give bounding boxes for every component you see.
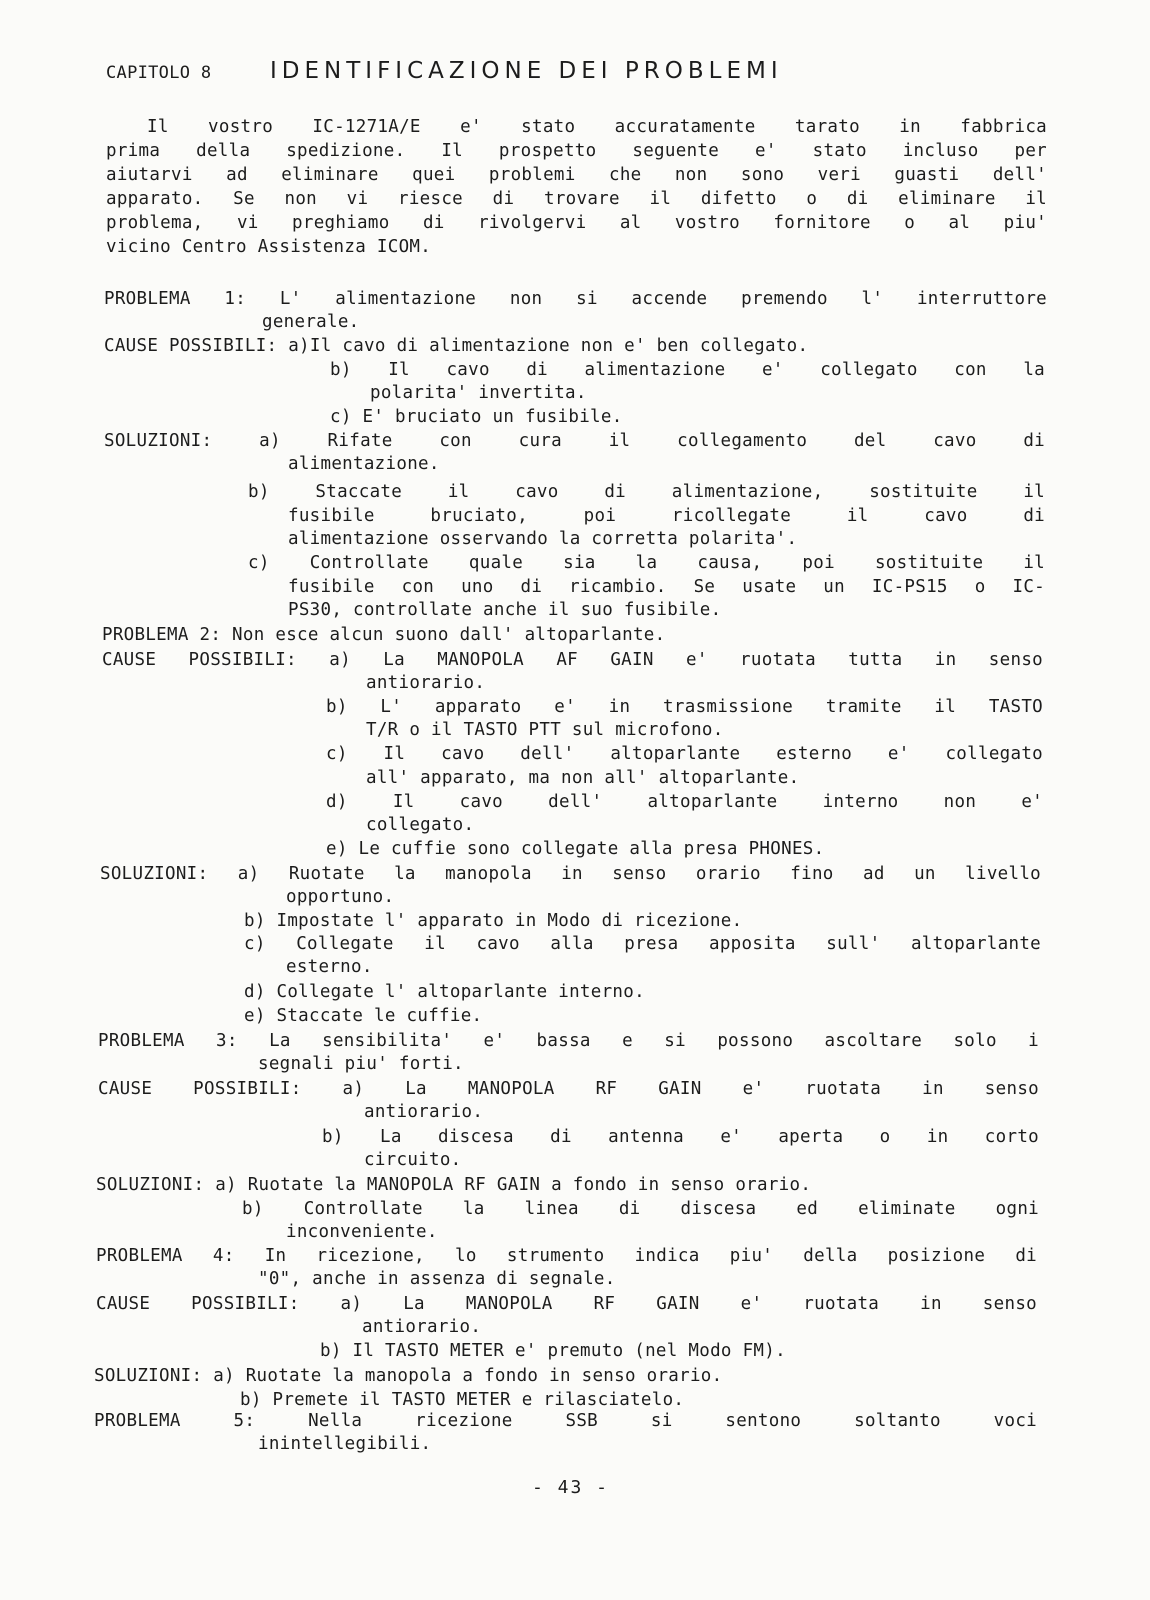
text-line-37: circuito. — [364, 1150, 462, 1170]
intro-line-6: vicino Centro Assistenza ICOM. — [106, 237, 432, 257]
text-line-41: PROBLEMA 4: In ricezione, lo strumento indica piu' della posizione di — [96, 1246, 1037, 1266]
text-line-42: "0", anche in assenza di segnale. — [258, 1269, 616, 1289]
text-line-14: PS30, controllate anche il suo fusibile. — [288, 600, 722, 620]
text-line-9: b) Staccate il cavo di alimentazione, sostituite il — [248, 482, 1045, 502]
text-line-18: b) L' apparato e' in trasmissione tramite il TASTO — [326, 697, 1043, 717]
text-line-21: all' apparato, ma non all' altoparlante. — [366, 768, 800, 788]
intro-line-1: Il vostro IC-1271A/E e' stato accuratamente tarato in fabbrica — [147, 117, 1047, 137]
text-line-26: opportuno. — [286, 887, 395, 907]
text-line-2: generale. — [262, 312, 360, 332]
text-line-25: SOLUZIONI: a) Ruotate la manopola in senso orario fino ad un livello — [100, 864, 1041, 884]
text-line-16: CAUSE POSSIBILI: a) La MANOPOLA AF GAIN e' ruotata tutta in senso — [102, 650, 1043, 670]
intro-line-4: apparato. Se non vi riesce di trovare il difetto o di eliminare il — [106, 189, 1047, 209]
text-line-48: PROBLEMA 5: Nella ricezione SSB si sentono soltanto voci — [94, 1411, 1037, 1431]
text-line-15: PROBLEMA 2: Non esce alcun suono dall' altoparlante. — [102, 625, 666, 645]
intro-line-3: aiutarvi ad eliminare quei problemi che non sono veri guasti dell' — [106, 165, 1047, 185]
text-line-29: esterno. — [286, 957, 373, 977]
text-line-3: CAUSE POSSIBILI: a)Il cavo di alimentazione non e' ben collegato. — [104, 336, 809, 356]
text-line-33: segnali piu' forti. — [258, 1054, 464, 1074]
text-line-6: c) E' bruciato un fusibile. — [330, 407, 623, 427]
text-line-47: b) Premete il TASTO METER e rilasciatelo. — [240, 1390, 685, 1410]
page-number: - 43 - — [532, 1477, 610, 1498]
text-line-36: b) La discesa di antenna e' aperta o in corto — [322, 1127, 1039, 1147]
text-line-30: d) Collegate l' altoparlante interno. — [244, 982, 645, 1002]
text-line-1: PROBLEMA 1: L' alimentazione non si accende premendo l' interruttore — [104, 289, 1047, 309]
text-line-17: antiorario. — [366, 673, 486, 693]
text-line-7: SOLUZIONI: a) Rifate con cura il collegamento del cavo di — [104, 431, 1045, 451]
intro-line-5: problema, vi preghiamo di rivolgervi al vostro fornitore o al piu' — [106, 213, 1047, 233]
text-line-31: e) Staccate le cuffie. — [244, 1006, 483, 1026]
text-line-23: collegato. — [366, 815, 475, 835]
text-line-39: b) Controllate la linea di discesa ed eliminate ogni — [242, 1199, 1039, 1219]
text-line-22: d) Il cavo dell' altoparlante interno non e' — [326, 792, 1043, 812]
text-line-35: antiorario. — [364, 1102, 484, 1122]
text-line-38: SOLUZIONI: a) Ruotate la MANOPOLA RF GAIN a fondo in senso orario. — [96, 1175, 812, 1195]
text-line-49: inintellegibili. — [258, 1434, 432, 1454]
text-line-24: e) Le cuffie sono collegate alla presa PHONES. — [326, 839, 825, 859]
text-line-5: polarita' invertita. — [370, 383, 587, 403]
text-line-28: c) Collegate il cavo alla presa apposita sull' altoparlante — [244, 934, 1041, 954]
text-line-44: antiorario. — [362, 1317, 482, 1337]
text-line-20: c) Il cavo dell' altoparlante esterno e' collegato — [326, 744, 1043, 764]
chapter-title: IDENTIFICAZIONE DEI PROBLEMI — [270, 58, 783, 84]
text-line-32: PROBLEMA 3: La sensibilita' e' bassa e si possono ascoltare solo i — [98, 1031, 1039, 1051]
text-line-4: b) Il cavo di alimentazione e' collegato con la — [330, 360, 1045, 380]
text-line-40: inconveniente. — [286, 1222, 438, 1242]
text-line-46: SOLUZIONI: a) Ruotate la manopola a fondo in senso orario. — [94, 1366, 723, 1386]
text-line-45: b) Il TASTO METER e' premuto (nel Modo FM). — [320, 1341, 786, 1361]
text-line-8: alimentazione. — [288, 454, 440, 474]
chapter-label: CAPITOLO 8 — [106, 63, 212, 83]
text-line-34: CAUSE POSSIBILI: a) La MANOPOLA RF GAIN e' ruotata in senso — [98, 1079, 1039, 1099]
intro-line-2: prima della spedizione. Il prospetto seguente e' stato incluso per — [106, 141, 1047, 161]
text-line-43: CAUSE POSSIBILI: a) La MANOPOLA RF GAIN e' ruotata in senso — [96, 1294, 1037, 1314]
text-line-27: b) Impostate l' apparato in Modo di ricezione. — [244, 911, 743, 931]
text-line-11: alimentazione osservando la corretta polarita'. — [288, 529, 798, 549]
text-line-19: T/R o il TASTO PTT sul microfono. — [366, 720, 724, 740]
text-line-13: fusibile con uno di ricambio. Se usate un IC-PS15 o IC- — [288, 577, 1045, 597]
text-line-12: c) Controllate quale sia la causa, poi sostituite il — [248, 553, 1045, 573]
text-line-10: fusibile bruciato, poi ricollegate il cavo di — [288, 506, 1045, 526]
